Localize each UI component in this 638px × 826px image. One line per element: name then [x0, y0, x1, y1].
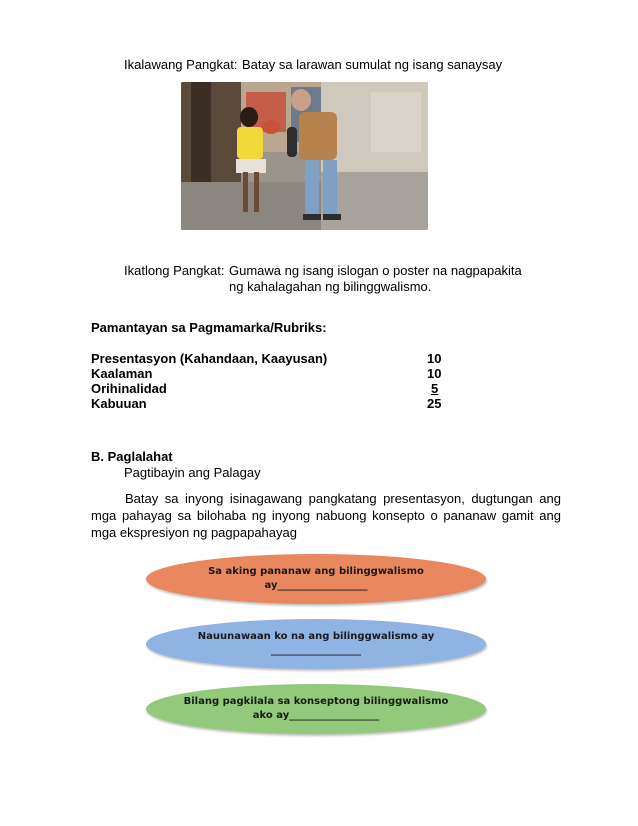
street-photo [181, 82, 428, 230]
section-b-heading: B. Paglalahat [91, 449, 173, 464]
second-group-task: Batay sa larawan sumulat ng isang sanaysay [242, 57, 503, 72]
rubric-points: 25 [427, 396, 442, 411]
oval-line2: ako ay__________________ [252, 710, 380, 721]
rubric-row [91, 351, 451, 367]
rubric-row [91, 381, 451, 397]
rubric-title: Pamantayan sa Pagmamarka/Rubriks: [91, 320, 327, 335]
rubric-criterion: Kabuuan [91, 396, 147, 411]
rubric-points: 5 [431, 381, 439, 396]
rubric-criterion: Orihinalidad [91, 381, 167, 396]
rubric-points: 10 [427, 366, 442, 381]
rubric-points: 10 [427, 351, 442, 366]
oval-line1: Bilang pagkilala sa konseptong bilinggwalismo [183, 696, 449, 707]
oval-line1: Sa aking pananaw ang bilinggwalismo [208, 566, 424, 577]
section-b-subheading: Pagtibayin ang Palagay [124, 465, 261, 480]
third-group-task-line2: ng kahalagahan ng bilinggwalismo. [229, 279, 432, 294]
opinion-oval [146, 554, 486, 604]
section-b-paragraph [91, 490, 561, 541]
oval-line2: __________________ [271, 645, 361, 656]
understanding-oval [146, 619, 486, 669]
third-group-label: Ikatlong Pangkat: [124, 263, 225, 278]
rubric-criterion: Presentasyon (Kahandaan, Kaayusan) [91, 351, 328, 366]
second-group-label: Ikalawang Pangkat: [124, 57, 238, 72]
oval-line2: ay__________________ [264, 580, 368, 591]
recognition-oval [146, 684, 486, 734]
rubric-row [91, 366, 451, 382]
rubric-criterion: Kaalaman [91, 366, 153, 381]
rubric-row [91, 396, 451, 412]
paragraph-text: Batay sa inyong isinagawang pangkatang presentasyon, dugtungan ang mga pahayag sa bilohaba ng inyong nabuong konsepto o pananaw gamit ang mga ekspresiyon ng pagpapahayag [91, 491, 561, 540]
third-group-task-line1: Gumawa ng isang islogan o poster na nagpapakita [229, 263, 522, 278]
oval-line1: Nauunawaan ko na ang bilinggwalismo ay [197, 631, 435, 642]
